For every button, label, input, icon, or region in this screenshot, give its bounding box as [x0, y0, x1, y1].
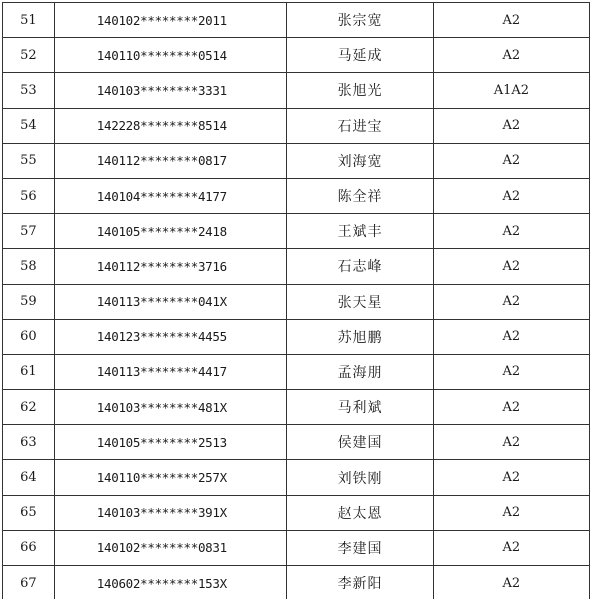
table-row [3, 566, 590, 599]
row-number-cell: 65 [3, 495, 55, 530]
row-number-cell: 64 [3, 460, 55, 495]
license-class-cell: A2 [433, 214, 589, 249]
row-number-cell: 62 [3, 390, 55, 425]
name-cell: 张天星 [287, 284, 433, 319]
table-row [3, 354, 590, 389]
row-number-cell: 58 [3, 249, 55, 284]
row-number-cell: 59 [3, 284, 55, 319]
name-cell: 赵太恩 [287, 495, 433, 530]
table-row [3, 530, 590, 565]
license-class-cell: A1A2 [433, 73, 589, 108]
table-row [3, 425, 590, 460]
id-number-cell: 140602********153X [54, 566, 287, 599]
table-row [3, 249, 590, 284]
row-number-cell: 60 [3, 319, 55, 354]
table-row [3, 284, 590, 319]
name-cell: 陈全祥 [287, 178, 433, 213]
id-number-cell: 140102********2011 [54, 3, 287, 38]
license-class-cell: A2 [433, 178, 589, 213]
name-cell: 石进宝 [287, 108, 433, 143]
row-number-cell: 66 [3, 530, 55, 565]
license-class-cell: A2 [433, 425, 589, 460]
id-number-cell: 140112********3716 [54, 249, 287, 284]
id-number-cell: 140112********0817 [54, 143, 287, 178]
name-cell: 石志峰 [287, 249, 433, 284]
license-class-cell: A2 [433, 3, 589, 38]
name-cell: 马利斌 [287, 390, 433, 425]
id-number-cell: 140105********2418 [54, 214, 287, 249]
license-class-cell: A2 [433, 495, 589, 530]
id-number-cell: 140113********4417 [54, 354, 287, 389]
name-cell: 张旭光 [287, 73, 433, 108]
table-row [3, 319, 590, 354]
id-number-cell: 142228********8514 [54, 108, 287, 143]
name-cell: 苏旭鹏 [287, 319, 433, 354]
name-cell: 李建国 [287, 530, 433, 565]
name-cell: 刘海宽 [287, 143, 433, 178]
table-row [3, 143, 590, 178]
table-body [3, 3, 590, 599]
name-cell: 李新阳 [287, 566, 433, 599]
row-number-cell: 53 [3, 73, 55, 108]
id-number-cell: 140104********4177 [54, 178, 287, 213]
license-class-cell: A2 [433, 390, 589, 425]
name-cell: 孟海朋 [287, 354, 433, 389]
id-number-cell: 140105********2513 [54, 425, 287, 460]
row-number-cell: 63 [3, 425, 55, 460]
row-number-cell: 57 [3, 214, 55, 249]
row-number-cell: 61 [3, 354, 55, 389]
license-class-cell: A2 [433, 38, 589, 73]
id-number-cell: 140113********041X [54, 284, 287, 319]
license-class-cell: A2 [433, 249, 589, 284]
table-row [3, 73, 590, 108]
row-number-cell: 54 [3, 108, 55, 143]
name-cell: 刘铁刚 [287, 460, 433, 495]
table-row [3, 495, 590, 530]
table-row [3, 214, 590, 249]
license-class-cell: A2 [433, 143, 589, 178]
name-cell: 张宗宽 [287, 3, 433, 38]
license-class-cell: A2 [433, 460, 589, 495]
table-row [3, 38, 590, 73]
row-number-cell: 56 [3, 178, 55, 213]
license-class-cell: A2 [433, 284, 589, 319]
license-class-cell: A2 [433, 530, 589, 565]
id-number-cell: 140123********4455 [54, 319, 287, 354]
id-number-cell: 140110********257X [54, 460, 287, 495]
table-row [3, 390, 590, 425]
name-cell: 侯建国 [287, 425, 433, 460]
license-class-cell: A2 [433, 108, 589, 143]
name-cell: 马延成 [287, 38, 433, 73]
license-class-cell: A2 [433, 566, 589, 599]
row-number-cell: 51 [3, 3, 55, 38]
row-number-cell: 67 [3, 566, 55, 599]
id-number-cell: 140103********3331 [54, 73, 287, 108]
license-class-cell: A2 [433, 319, 589, 354]
row-number-cell: 52 [3, 38, 55, 73]
license-class-cell: A2 [433, 354, 589, 389]
id-number-cell: 140102********0831 [54, 530, 287, 565]
table-row [3, 460, 590, 495]
driver-table [2, 2, 590, 599]
row-number-cell: 55 [3, 143, 55, 178]
table-row [3, 3, 590, 38]
table-row [3, 108, 590, 143]
name-cell: 王斌丰 [287, 214, 433, 249]
table-row [3, 178, 590, 213]
id-number-cell: 140103********391X [54, 495, 287, 530]
id-number-cell: 140103********481X [54, 390, 287, 425]
id-number-cell: 140110********0514 [54, 38, 287, 73]
